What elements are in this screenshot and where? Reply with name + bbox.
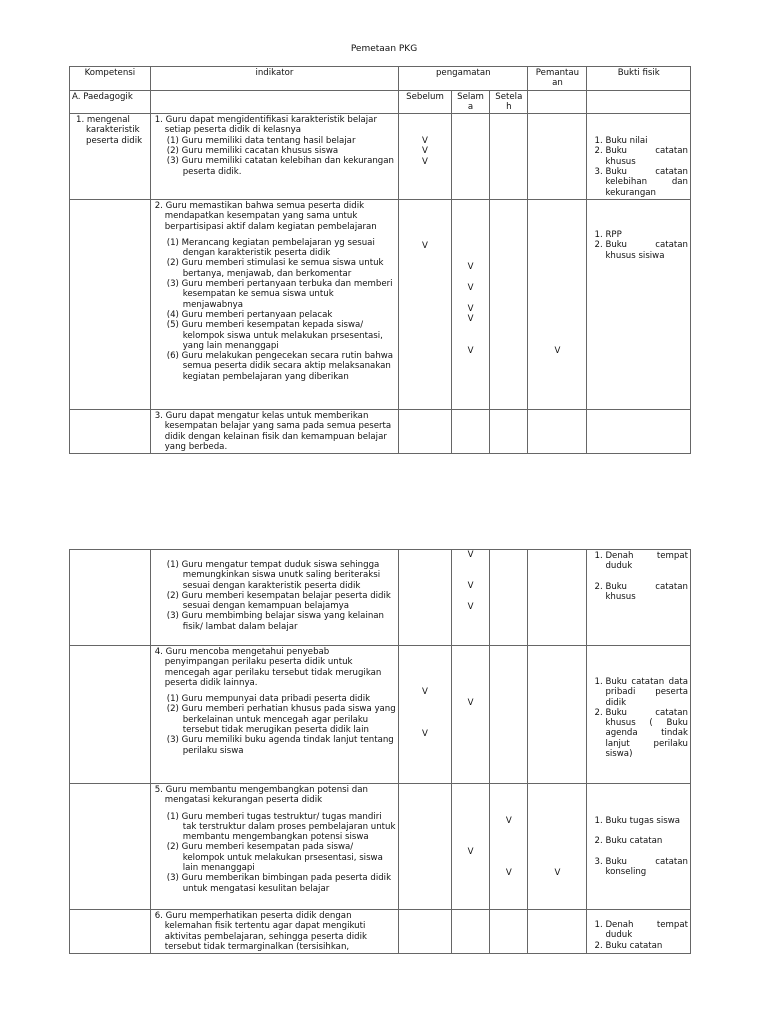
bukti-item: 3. Buku catatan konseling	[605, 857, 688, 878]
bukti-6	[587, 910, 691, 954]
indikator-2-sub-4: (4) Guru memberi pertanyaan pelacak	[166, 309, 333, 320]
indikator-2-title: 2. Guru memastikan bahwa semua peserta didik mendapatkan kesempatan yang sama untuk berpartisipasi aktif dalam kegiatan pembelajaran	[154, 200, 377, 232]
bukti-item: 1. Buku nilai	[605, 136, 688, 146]
indikator-3	[150, 409, 398, 453]
check-mark: V	[554, 868, 561, 878]
check-mark: V	[467, 602, 474, 612]
check-mark: V	[467, 847, 474, 857]
indikator-3-continued	[150, 550, 398, 646]
check-mark: V	[422, 136, 428, 147]
check-mark: V	[467, 581, 474, 591]
indikator-3-sub-2: (2) Guru memberi kesempatan belajar peserta didik sesuai dengan kemampuan belajamya	[166, 590, 391, 612]
check-mark: V	[422, 687, 428, 697]
bukti-4	[587, 646, 691, 784]
header-sebelum: Sebelum	[399, 90, 452, 114]
check-mark: V	[505, 868, 512, 878]
header-pengamatan: pengamatan	[399, 67, 528, 91]
indikator-2-sub-2: (2) Guru memberi stimulasi ke semua siswa untuk bertanya, menjawab, dan berkomentar	[166, 258, 384, 279]
pkg-table-page2	[69, 549, 691, 954]
header-pemantauan: Pemantau an	[528, 67, 587, 91]
check-mark: V	[467, 345, 474, 356]
check-mark: V	[467, 550, 474, 560]
page-title: Pemetaan PKG	[350, 44, 418, 54]
indikator-2-sub-3: (3) Guru memberi pertanyaan terbuka dan memberi kesempatan ke semua siswa untuk menjawabnya	[166, 279, 393, 310]
check-sebelum-1	[399, 114, 452, 200]
bukti-item: 2. Buku catatan khusus sisiwa	[605, 240, 688, 261]
kompetensi-1: 1. mengenal karakteristik peserta didik	[70, 114, 151, 200]
bukti-item: 2. Buku catatan khusus ( Buku agenda tindak lanjut perilaku siswa)	[605, 708, 688, 759]
check-mark: V	[467, 303, 474, 314]
header-kompetensi: Kompetensi	[70, 67, 151, 91]
bukti-5	[587, 784, 691, 910]
indikator-2-sub-5: (5) Guru memberi kesempatan kepada siswa/ kelompok siswa untuk melakukan prsesentasi, yang lain menanggapi	[166, 320, 383, 351]
bukti-1	[587, 114, 691, 200]
bukti-item: 3. Buku catatan kelebihan dan kekurangan	[605, 167, 688, 198]
bukti-item: 1. Buku tugas siswa	[605, 816, 688, 826]
indikator-4-sub-3: (3) Guru memiliki buku agenda tindak lanjut tentang perilaku siswa	[166, 735, 394, 756]
header-setelah: Setela h	[490, 90, 528, 114]
indikator-5	[150, 784, 398, 910]
bukti-2	[587, 199, 691, 409]
pkg-table-page1	[69, 66, 691, 454]
indikator-6-title: 6. Guru memperhatikan peserta didik dengan kelemahan fisik tertentu agar dapat mengikuti aktivitas pembelajaran, sehingga peserta didik tersebut tidak termarginalkan (tersisihkan,	[154, 911, 367, 952]
check-mark: V	[422, 240, 428, 251]
indikator-2	[150, 199, 398, 409]
check-mark: V	[505, 816, 512, 826]
check-mark: V	[422, 156, 428, 167]
indikator-5-sub-3: (3) Guru memberikan bimbingan pada peserta didik untuk mengatasi kesulitan belajar	[166, 873, 392, 894]
indikator-2-sub-1: (1) Merancang kegiatan pembelajaran yg sesuai dengan karakteristik peserta didik	[166, 237, 375, 259]
bukti-item: 1. Denah tempat duduk	[605, 551, 688, 572]
bukti-item: 1. Denah tempat duduk	[605, 920, 688, 941]
check-mark: V	[467, 313, 474, 324]
indikator-1	[150, 114, 398, 200]
indikator-1-sub-3: (3) Guru memiliki catatan kelebihan dan kekurangan peserta didik.	[166, 156, 394, 177]
indikator-6	[150, 910, 398, 954]
bukti-item: 2. Buku catatan	[605, 836, 688, 846]
indikator-3-sub-3: (3) Guru membimbing belajar siswa yang kelainan fisik/ lambat dalam belajar	[166, 611, 384, 632]
check-mark: V	[467, 261, 474, 272]
indikator-4-title: 4. Guru mencoba mengetahui penyebab penyimpangan perilaku peserta didik untuk mencegah agar perilaku tersebut tidak merugikan peserta didik lainnya.	[154, 647, 382, 688]
header-bukti-fisik: Bukti fisik	[587, 67, 691, 91]
indikator-2-sub-6: (6) Guru melakukan pengecekan secara rutin bahwa semua peserta didik secara aktip melaksanakan kegiatan pembelajaran yang diberikan	[166, 351, 394, 382]
indikator-1-sub-1: (1) Guru memiliki data tentang hasil belajar	[166, 135, 356, 146]
indikator-1-title: 1. Guru dapat mengidentifikasi karakteristik belajar setiap peserta didik di kelasnya	[154, 115, 377, 136]
bukti-item: 1. RPP	[605, 230, 688, 240]
bukti-item: 2. Buku catatan khusus	[605, 582, 688, 603]
indikator-4-sub-1: (1) Guru mempunyai data pribadi peserta didik	[166, 694, 371, 705]
indikator-3-sub-1: (1) Guru mengatur tempat duduk siswa sehingga memungkinkan siswa unutk saling beriteraksi sesuai dengan karakteristik peserta didik	[166, 560, 381, 591]
bukti-item: 2. Buku catatan khusus	[605, 146, 688, 167]
check-mark: V	[467, 282, 474, 293]
section-paedagogik: A. Paedagogik	[70, 90, 151, 114]
indikator-1-sub-2: (2) Guru memiliki cacatan khusus siswa	[166, 146, 339, 157]
bukti-item: 2. Buku catatan	[605, 941, 688, 951]
indikator-5-title: 5. Guru membantu mengembangkan potensi dan mengatasi kekurangan peserta didik	[154, 785, 368, 806]
check-mark: V	[422, 146, 428, 157]
indikator-4-sub-2: (2) Guru memberi perhatian khusus pada siswa yang berkelainan untuk mencegah agar perilaku tersebut tidak merugikan peserta didik lain	[166, 704, 396, 736]
indikator-3-title: 3. Guru dapat mengatur kelas untuk memberikan kesempatan belajar yang sama pada semua peserta didik dengan kelainan fisik dan kemampuan belajar yang berbeda.	[154, 410, 392, 452]
header-indikator: indikator	[150, 67, 398, 91]
bukti-3	[587, 550, 691, 646]
indikator-5-sub-1: (1) Guru memberi tugas testruktur/ tugas mandiri tak terstruktur dalam proses pembelajaran untuk membantu mengembangkan potensi siswa	[166, 811, 396, 843]
check-mark: V	[554, 345, 561, 356]
check-mark: V	[467, 698, 474, 708]
bukti-item: 1. Buku catatan data pribadi peserta didik	[605, 677, 688, 708]
indikator-5-sub-2: (2) Guru memberi kesempatan pada siswa/ kelompok untuk melakukan prsesentasi, siswa lain menanggapi	[166, 842, 383, 874]
header-selama: Selam a	[451, 90, 489, 114]
check-mark: V	[422, 729, 428, 739]
indikator-4	[150, 646, 398, 784]
